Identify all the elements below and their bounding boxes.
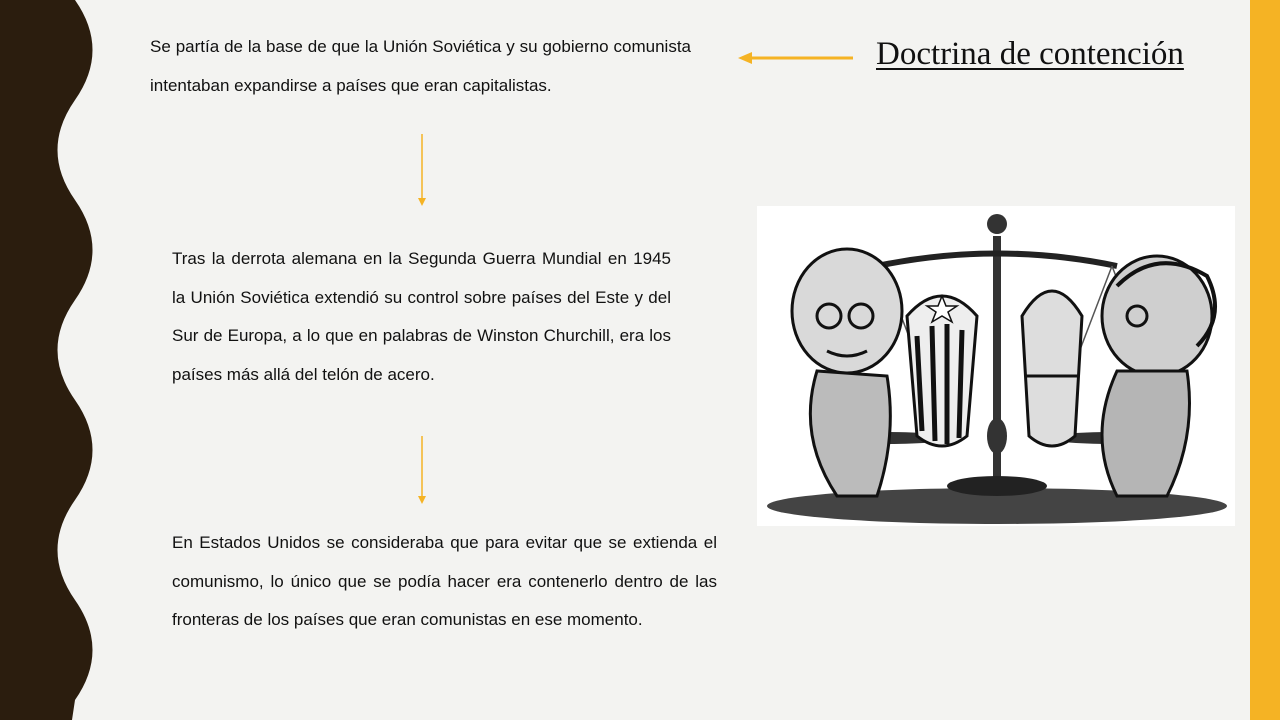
paragraph-soviet-expansion: Tras la derrota alemana en la Segunda Guerra Mundial en 1945 la Unión Soviética extendió su control sobre países del Este y del Sur de Europa, a lo que en palabras de Winston Churchill, era los países más allá del telón de acero. [172, 249, 671, 384]
slide-title: Doctrina de contención [876, 36, 1184, 72]
paragraph-premise: Se partía de la base de que la Unión Soviética y su gobierno comunista intentaban expandirse a países que eran capitalistas. [150, 37, 691, 95]
paragraph-containment: En Estados Unidos se consideraba que para evitar que se extienda el comunismo, lo único que se podía hacer era contenerlo dentro de las fronteras de los países que eran comunistas en ese momento. [172, 533, 717, 629]
right-accent-bar [1250, 0, 1280, 720]
arrow-down-icon [414, 436, 430, 506]
political-cartoon-image [757, 206, 1235, 526]
arrow-left-icon [736, 48, 856, 68]
arrow-down-icon [414, 134, 430, 208]
left-decorative-band [0, 0, 110, 720]
